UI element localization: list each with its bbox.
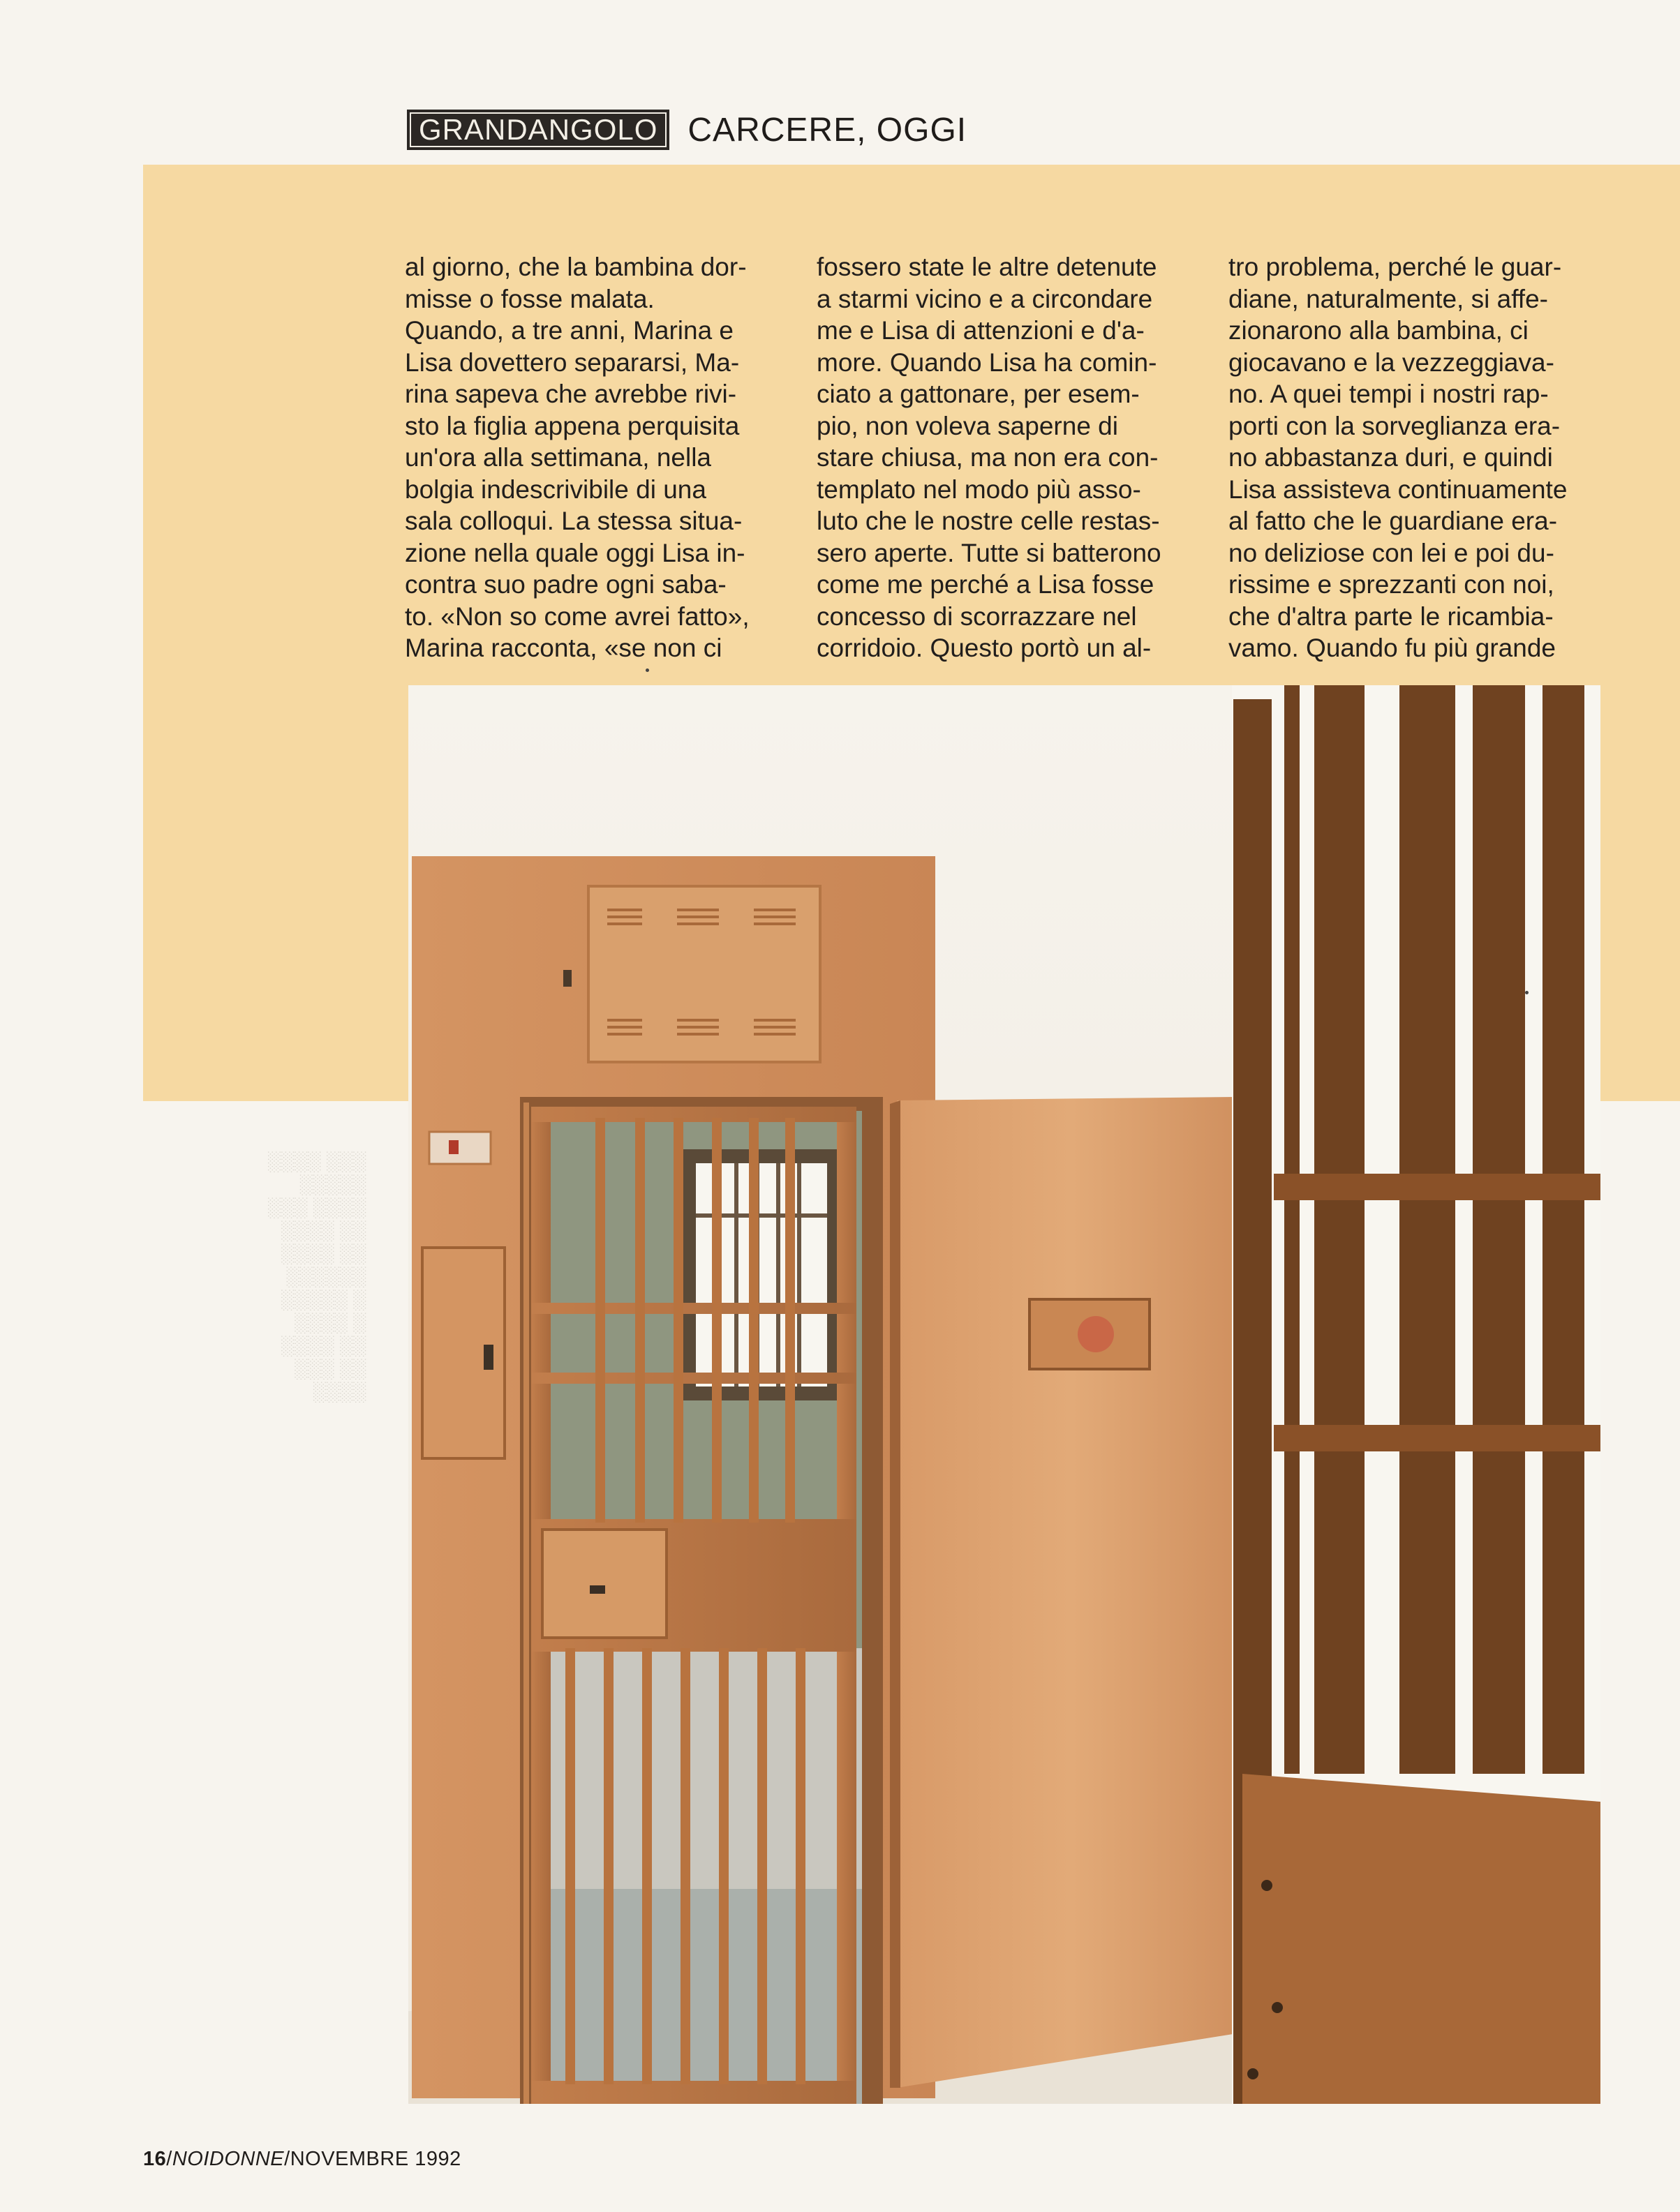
prison-cell-photo (408, 685, 1600, 2104)
text-line: Marina racconta, «se non ci (405, 634, 722, 662)
text-line: rina sapeva che avrebbe rivi- (405, 380, 737, 408)
text-line: vamo. Quando fu più grande (1228, 634, 1556, 662)
text-line: come me perché a Lisa fosse (817, 570, 1154, 599)
text-line: more. Quando Lisa ha comin- (817, 348, 1157, 377)
magazine-name: NOIDONNE (172, 2148, 285, 2170)
text-line: to. «Non so come avrei fatto», (405, 601, 750, 631)
text-line: che d'altra parte le ricambia- (1228, 601, 1554, 631)
page-number: 16 (143, 2148, 167, 2170)
text-line: contra suo padre ogni saba- (405, 570, 727, 599)
text-line: fossero state le altre detenute (817, 253, 1157, 281)
text-line: a starmi vicino e a circondare (817, 284, 1153, 313)
text-line: corridoio. Questo portò un al- (817, 634, 1152, 662)
page-footer (143, 2148, 461, 2171)
text-line: pio, non voleva saperne di (817, 411, 1118, 440)
text-line: luto che le nostre celle restas- (817, 507, 1160, 535)
text-line: sero aperte. Tutte si batterono (817, 538, 1161, 567)
text-line: sto la figlia appena perquisita (405, 411, 740, 440)
text-line: rissime e sprezzanti con noi, (1228, 570, 1554, 599)
text-line: Quando, a tre anni, Marina e (405, 316, 734, 345)
text-line: templato nel modo più asso- (817, 474, 1141, 504)
text-line: concesso di scorrazzare nel (817, 601, 1137, 631)
faded-background-caption: ░░░░ ░░░ ░░░░░ ░░░ ░░░░ ░░░░ ░░ ░░░░ ░░ ░░░░░░ ░░░░░ ░ ░░░░ ░ ░░░░ ░░ ░░░ ░░ ░░░░ (267, 1151, 366, 1402)
text-line: Lisa assisteva continuamente (1228, 474, 1568, 504)
separator: / (284, 2148, 290, 2170)
text-line: no abbastanza duri, e quindi (1228, 443, 1553, 472)
text-column-3 (1228, 251, 1612, 664)
text-line: giocavano e la vezzeggiava- (1228, 348, 1554, 377)
text-line: me e Lisa di attenzioni e d'a- (817, 316, 1145, 345)
text-line: bolgia indescrivibile di una (405, 474, 706, 504)
text-column-2 (817, 251, 1200, 664)
text-line: ciato a gattonare, per esem- (817, 380, 1140, 408)
text-line: porti con la sorveglianza era- (1228, 411, 1561, 440)
page-header (407, 110, 967, 149)
print-speck (1525, 991, 1529, 994)
section-tag: GRANDANGOLO (407, 110, 669, 150)
text-line: tro problema, perché le guar- (1228, 253, 1562, 281)
text-line: zione nella quale oggi Lisa in- (405, 538, 745, 567)
text-line: stare chiusa, ma non era con- (817, 443, 1159, 472)
text-line: sala colloqui. La stessa situa- (405, 507, 743, 535)
text-line: zionarono alla bambina, ci (1228, 316, 1529, 345)
separator: / (166, 2148, 172, 2170)
issue-date: NOVEMBRE 1992 (290, 2148, 461, 2170)
section-title: CARCERE, OGGI (687, 111, 967, 149)
text-line: misse o fosse malata. (405, 284, 655, 313)
text-line: al giorno, che la bambina dor- (405, 253, 747, 281)
text-line: al fatto che le guardiane era- (1228, 507, 1558, 535)
text-line: no deliziose con lei e poi du- (1228, 538, 1554, 567)
text-line: no. A quei tempi i nostri rap- (1228, 380, 1549, 408)
text-line: un'ora alla settimana, nella (405, 443, 711, 472)
text-line: Lisa dovettero separarsi, Ma- (405, 348, 740, 377)
text-column-1 (405, 251, 789, 664)
print-speck (646, 668, 649, 672)
text-line: diane, naturalmente, si affe- (1228, 284, 1548, 313)
